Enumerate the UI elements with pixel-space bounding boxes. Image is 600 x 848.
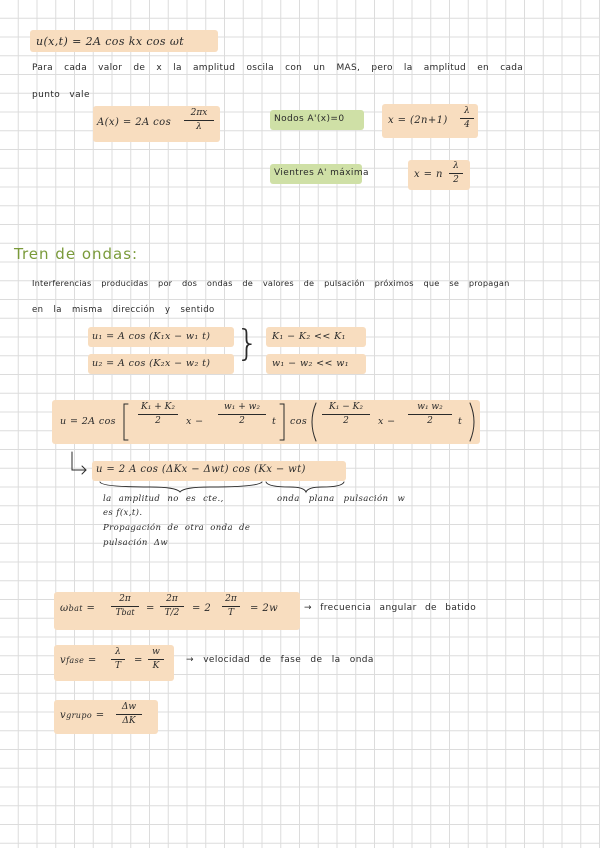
sum-prefix: u = 2A cos: [60, 416, 116, 427]
underbrace-plane-wave: [266, 482, 344, 492]
condition-k: K₁ − K₂ << K₁: [272, 331, 346, 342]
beat-fraction-2: 2π T/2: [160, 595, 184, 618]
bracket-left: [124, 404, 128, 440]
paren-left: [312, 403, 316, 441]
sum-x2: x −: [378, 416, 396, 427]
paren-right: [470, 403, 474, 441]
note-amplitude-4: pulsación Δw: [103, 538, 169, 548]
bracket-right: [280, 404, 284, 440]
antinodes-denominator: 2: [453, 175, 459, 185]
sum-fraction-w-plus: w₁ + w₂ 2: [218, 403, 266, 426]
phase-note: → velocidad de fase de la onda: [186, 655, 374, 665]
sum-t1: t: [272, 416, 277, 427]
beat-fraction-3: 2π T: [222, 595, 240, 618]
sum-fraction-k-minus: K₁ − K₂ 2: [322, 403, 370, 426]
amplitude-formula: A(x) = 2A cos: [97, 117, 172, 128]
note-amplitude-2: es f(x,t).: [103, 508, 143, 518]
phase-lhs: vfase =: [60, 655, 97, 666]
beat-rhs: = 2w: [250, 603, 279, 614]
wave-u2: u₂ = A cos (K₂x − w₂ t): [92, 358, 211, 369]
section-title: Tren de ondas:: [14, 245, 139, 263]
sum-cos: cos: [290, 416, 308, 427]
sum-fraction-w-minus: w₁ w₂ 2: [408, 403, 452, 426]
definition-line2: en la misma dirección y sentido: [32, 305, 215, 315]
nodes-numerator: λ: [464, 106, 470, 116]
note-plane-wave: onda plana pulsación w: [277, 494, 406, 504]
amplitude-numerator: 2πx: [190, 108, 208, 118]
intro-text-line1: Para cada valor de x la amplitud oscila con un MAS, pero la amplitud en cada: [32, 63, 524, 73]
definition-line1: Interferencias producidas por dos ondas de valores de pulsación próximos que se propagan: [32, 278, 510, 288]
nodes-label: Nodos A'(x)=0: [274, 114, 345, 124]
antinodes-label: Vientres A' máxima: [274, 168, 369, 178]
note-amplitude-1: la amplitud no es cte.,: [103, 494, 224, 504]
phase-eq: =: [134, 655, 143, 666]
beat-fraction-1: 2π Tbat: [111, 595, 139, 618]
standing-wave-equation: u(x,t) = 2A cos kx cos ωt: [36, 35, 185, 48]
amplitude-denominator: λ: [196, 122, 202, 132]
underbrace-amplitude: [100, 482, 262, 492]
sum-fraction-k-plus: K₁ + K₂ 2: [138, 403, 178, 426]
sum-x1: x −: [186, 416, 204, 427]
beat-lhs: ωbat =: [60, 603, 96, 614]
group-fraction: Δw ΔK: [116, 703, 142, 726]
phase-fraction-1: λ T: [111, 648, 125, 671]
condition-w: w₁ − w₂ << w₁: [272, 358, 349, 369]
antinodes-numerator: λ: [453, 161, 459, 171]
result-formula: u = 2 A cos (ΔKx − Δwt) cos (Kx − wt): [96, 464, 306, 475]
beat-mid: = 2: [192, 603, 212, 614]
brace-right: }: [236, 323, 260, 364]
antinodes-formula: x = n: [414, 169, 443, 180]
sum-t2: t: [458, 416, 463, 427]
phase-fraction-2: w K: [148, 648, 164, 671]
group-lhs: vgrupo =: [60, 710, 105, 721]
beat-eq-1: =: [146, 603, 155, 614]
note-amplitude-3: Propagación de otra onda de: [103, 523, 251, 533]
nodes-denominator: 4: [464, 120, 470, 130]
intro-text-line2: punto vale: [32, 90, 90, 100]
beat-note: → frecuencia angular de batido: [304, 603, 477, 613]
wave-u1: u₁ = A cos (K₁x − w₁ t): [92, 331, 211, 342]
nodes-formula: x = (2n+1): [388, 115, 448, 126]
